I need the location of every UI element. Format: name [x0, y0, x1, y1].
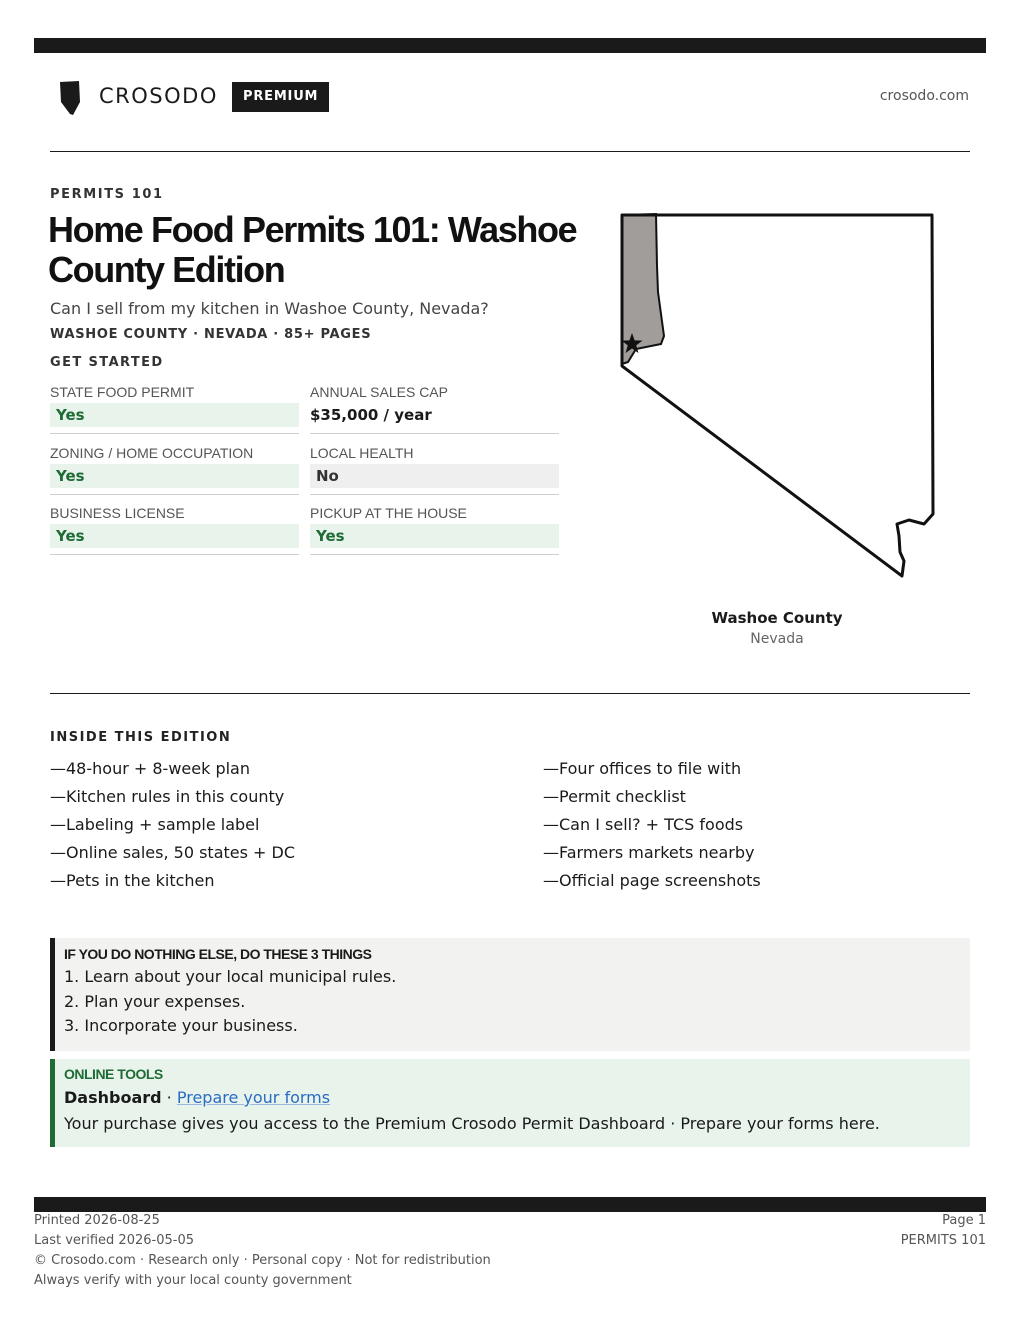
callout-item: 2. Plan your expenses. — [64, 991, 246, 1011]
copyright-note: © Crosodo.com · Research only · Personal copy · Not for redistribution — [34, 1253, 491, 1268]
list-item: —Kitchen rules in this county — [50, 787, 285, 806]
map-caption-state: Nevada — [750, 631, 804, 647]
edition-meta: WASHOE COUNTY · NEVADA · 85+ PAGES — [50, 327, 372, 342]
callout-item: 3. Incorporate your business. — [64, 1016, 298, 1035]
tools-title: ONLINE TOOLS — [64, 1066, 163, 1082]
fact-label: ZONING / HOME OCCUPATION — [50, 445, 254, 461]
bottom-bar — [34, 1197, 986, 1212]
list-item: —Farmers markets nearby — [543, 843, 755, 862]
printed-date: Printed 2026-08-25 — [34, 1213, 160, 1228]
fact-label: PICKUP AT THE HOUSE — [310, 505, 467, 521]
list-item: —Labeling + sample label — [50, 815, 260, 834]
section-kicker: PERMITS 101 — [50, 187, 164, 202]
nevada-map — [614, 206, 940, 586]
fact-state-food-permit — [50, 382, 299, 434]
fact-label: BUSINESS LICENSE — [50, 505, 185, 521]
dashboard-label: Dashboard — [64, 1088, 162, 1107]
three-things-callout — [50, 938, 970, 1051]
list-item: —Online sales, 50 states + DC — [50, 843, 296, 862]
callout-title: IF YOU DO NOTHING ELSE, DO THESE 3 THINGS — [64, 946, 372, 962]
header-divider — [50, 151, 970, 152]
nevada-outline — [622, 215, 933, 576]
prepare-forms-link[interactable]: Prepare your forms — [176, 1088, 331, 1107]
fact-pickup-at-house — [310, 503, 559, 555]
fact-label: LOCAL HEALTH — [310, 445, 414, 461]
fact-label: ANNUAL SALES CAP — [310, 384, 448, 400]
fact-zoning — [50, 443, 299, 495]
nevada-state-icon — [58, 80, 82, 116]
brand-name[interactable]: CROSODO — [99, 84, 218, 108]
list-item: —Permit checklist — [543, 787, 686, 806]
verify-note: Always verify with your local county government — [34, 1273, 352, 1288]
list-item: —Can I sell? + TCS foods — [543, 815, 744, 834]
fact-value: Yes — [310, 524, 559, 548]
tools-description: Your purchase gives you access to the Premium Crosodo Permit Dashboard · Prepare your forms here. — [64, 1114, 880, 1133]
fact-label: STATE FOOD PERMIT — [50, 384, 195, 400]
premium-badge: PREMIUM — [232, 82, 329, 112]
inside-edition-heading: INSIDE THIS EDITION — [50, 730, 232, 745]
county-map — [614, 206, 940, 586]
section-divider — [50, 693, 970, 694]
map-caption-county: Washoe County — [711, 609, 843, 627]
verified-date: Last verified 2026-05-05 — [34, 1233, 194, 1248]
header — [50, 78, 970, 118]
footer-section: PERMITS 101 — [900, 1233, 986, 1248]
list-item: —Official page screenshots — [543, 871, 761, 890]
online-tools-callout — [50, 1059, 970, 1147]
fact-value: No — [310, 464, 559, 488]
fact-business-license — [50, 503, 299, 555]
fact-annual-sales-cap — [310, 382, 559, 434]
tools-dashboard-line — [64, 1087, 970, 1113]
page-subtitle: Can I sell from my kitchen in Washoe County, Nevada? — [50, 299, 489, 318]
get-started-heading: GET STARTED — [50, 355, 164, 370]
contents-list-left — [50, 758, 490, 898]
fact-value: Yes — [50, 403, 299, 427]
fact-value: $35,000 / year — [310, 406, 432, 424]
list-item: —Four offices to file with — [543, 759, 742, 778]
fact-value: Yes — [50, 464, 299, 488]
page-title: Home Food Permits 101: Washoe County Edition — [48, 209, 577, 290]
contents-list-right — [543, 758, 983, 898]
page-number: Page 1 — [942, 1213, 986, 1228]
fact-value: Yes — [50, 524, 299, 548]
list-item: —Pets in the kitchen — [50, 871, 215, 890]
top-bar — [34, 38, 986, 53]
fact-local-health — [310, 443, 559, 495]
site-url[interactable]: crosodo.com — [879, 88, 969, 104]
callout-item: 1. Learn about your local municipal rules. — [64, 967, 397, 986]
list-item: —48-hour + 8-week plan — [50, 759, 250, 778]
tools-separator: · — [161, 1088, 177, 1107]
